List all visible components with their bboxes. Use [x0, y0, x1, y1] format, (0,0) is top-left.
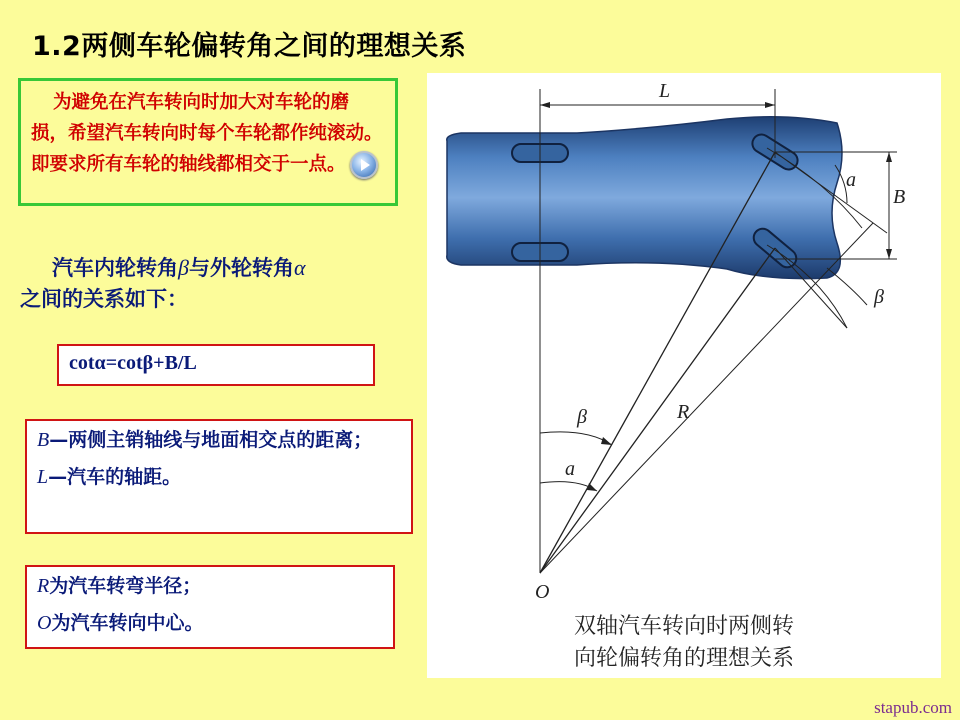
steering-diagram [427, 73, 941, 678]
formula-box: cotα=cotβ+B/L [57, 344, 375, 386]
footer-watermark: stapub.com [874, 698, 952, 717]
label-beta-bottom: β [577, 406, 587, 428]
label-r: R [677, 401, 690, 423]
definition-r: R为汽车转弯半径； [37, 575, 202, 597]
intro-text: 为避免在汽车转向时加大对车轮的磨损，希望汽车转向时每个车轮都作纯滚动。即要求所有车轮的轴线都相交于一点。 [31, 87, 385, 180]
line-o-to-inner-wheel [540, 248, 775, 573]
page-title: 1.2两侧车轮偏转角之间的理想关系 [32, 31, 467, 62]
intro-box [18, 78, 398, 206]
relation-text: 汽车内轮转角β与外轮转角α 之间的关系如下： [20, 255, 306, 311]
definition-o: O为汽车转向中心。 [37, 612, 204, 634]
label-o: O [535, 581, 550, 603]
definition-l: L—汽车的轴距。 [37, 466, 182, 488]
label-alpha-top: a [846, 169, 856, 191]
play-button-icon[interactable] [350, 151, 378, 179]
definition-box-r-o [25, 565, 395, 649]
definition-b: B—两侧主销轴线与地面相交点的距离； [37, 429, 373, 451]
label-b: B [893, 186, 906, 208]
figure-caption: 双轴汽车转向时两侧转 向轮偏转角的理想关系 [573, 614, 794, 671]
steering-diagram-svg [427, 73, 941, 678]
label-alpha-bottom: a [565, 458, 575, 480]
label-beta-top: β [874, 286, 884, 308]
definition-box-b-l [25, 419, 413, 534]
label-l: L [659, 80, 671, 102]
